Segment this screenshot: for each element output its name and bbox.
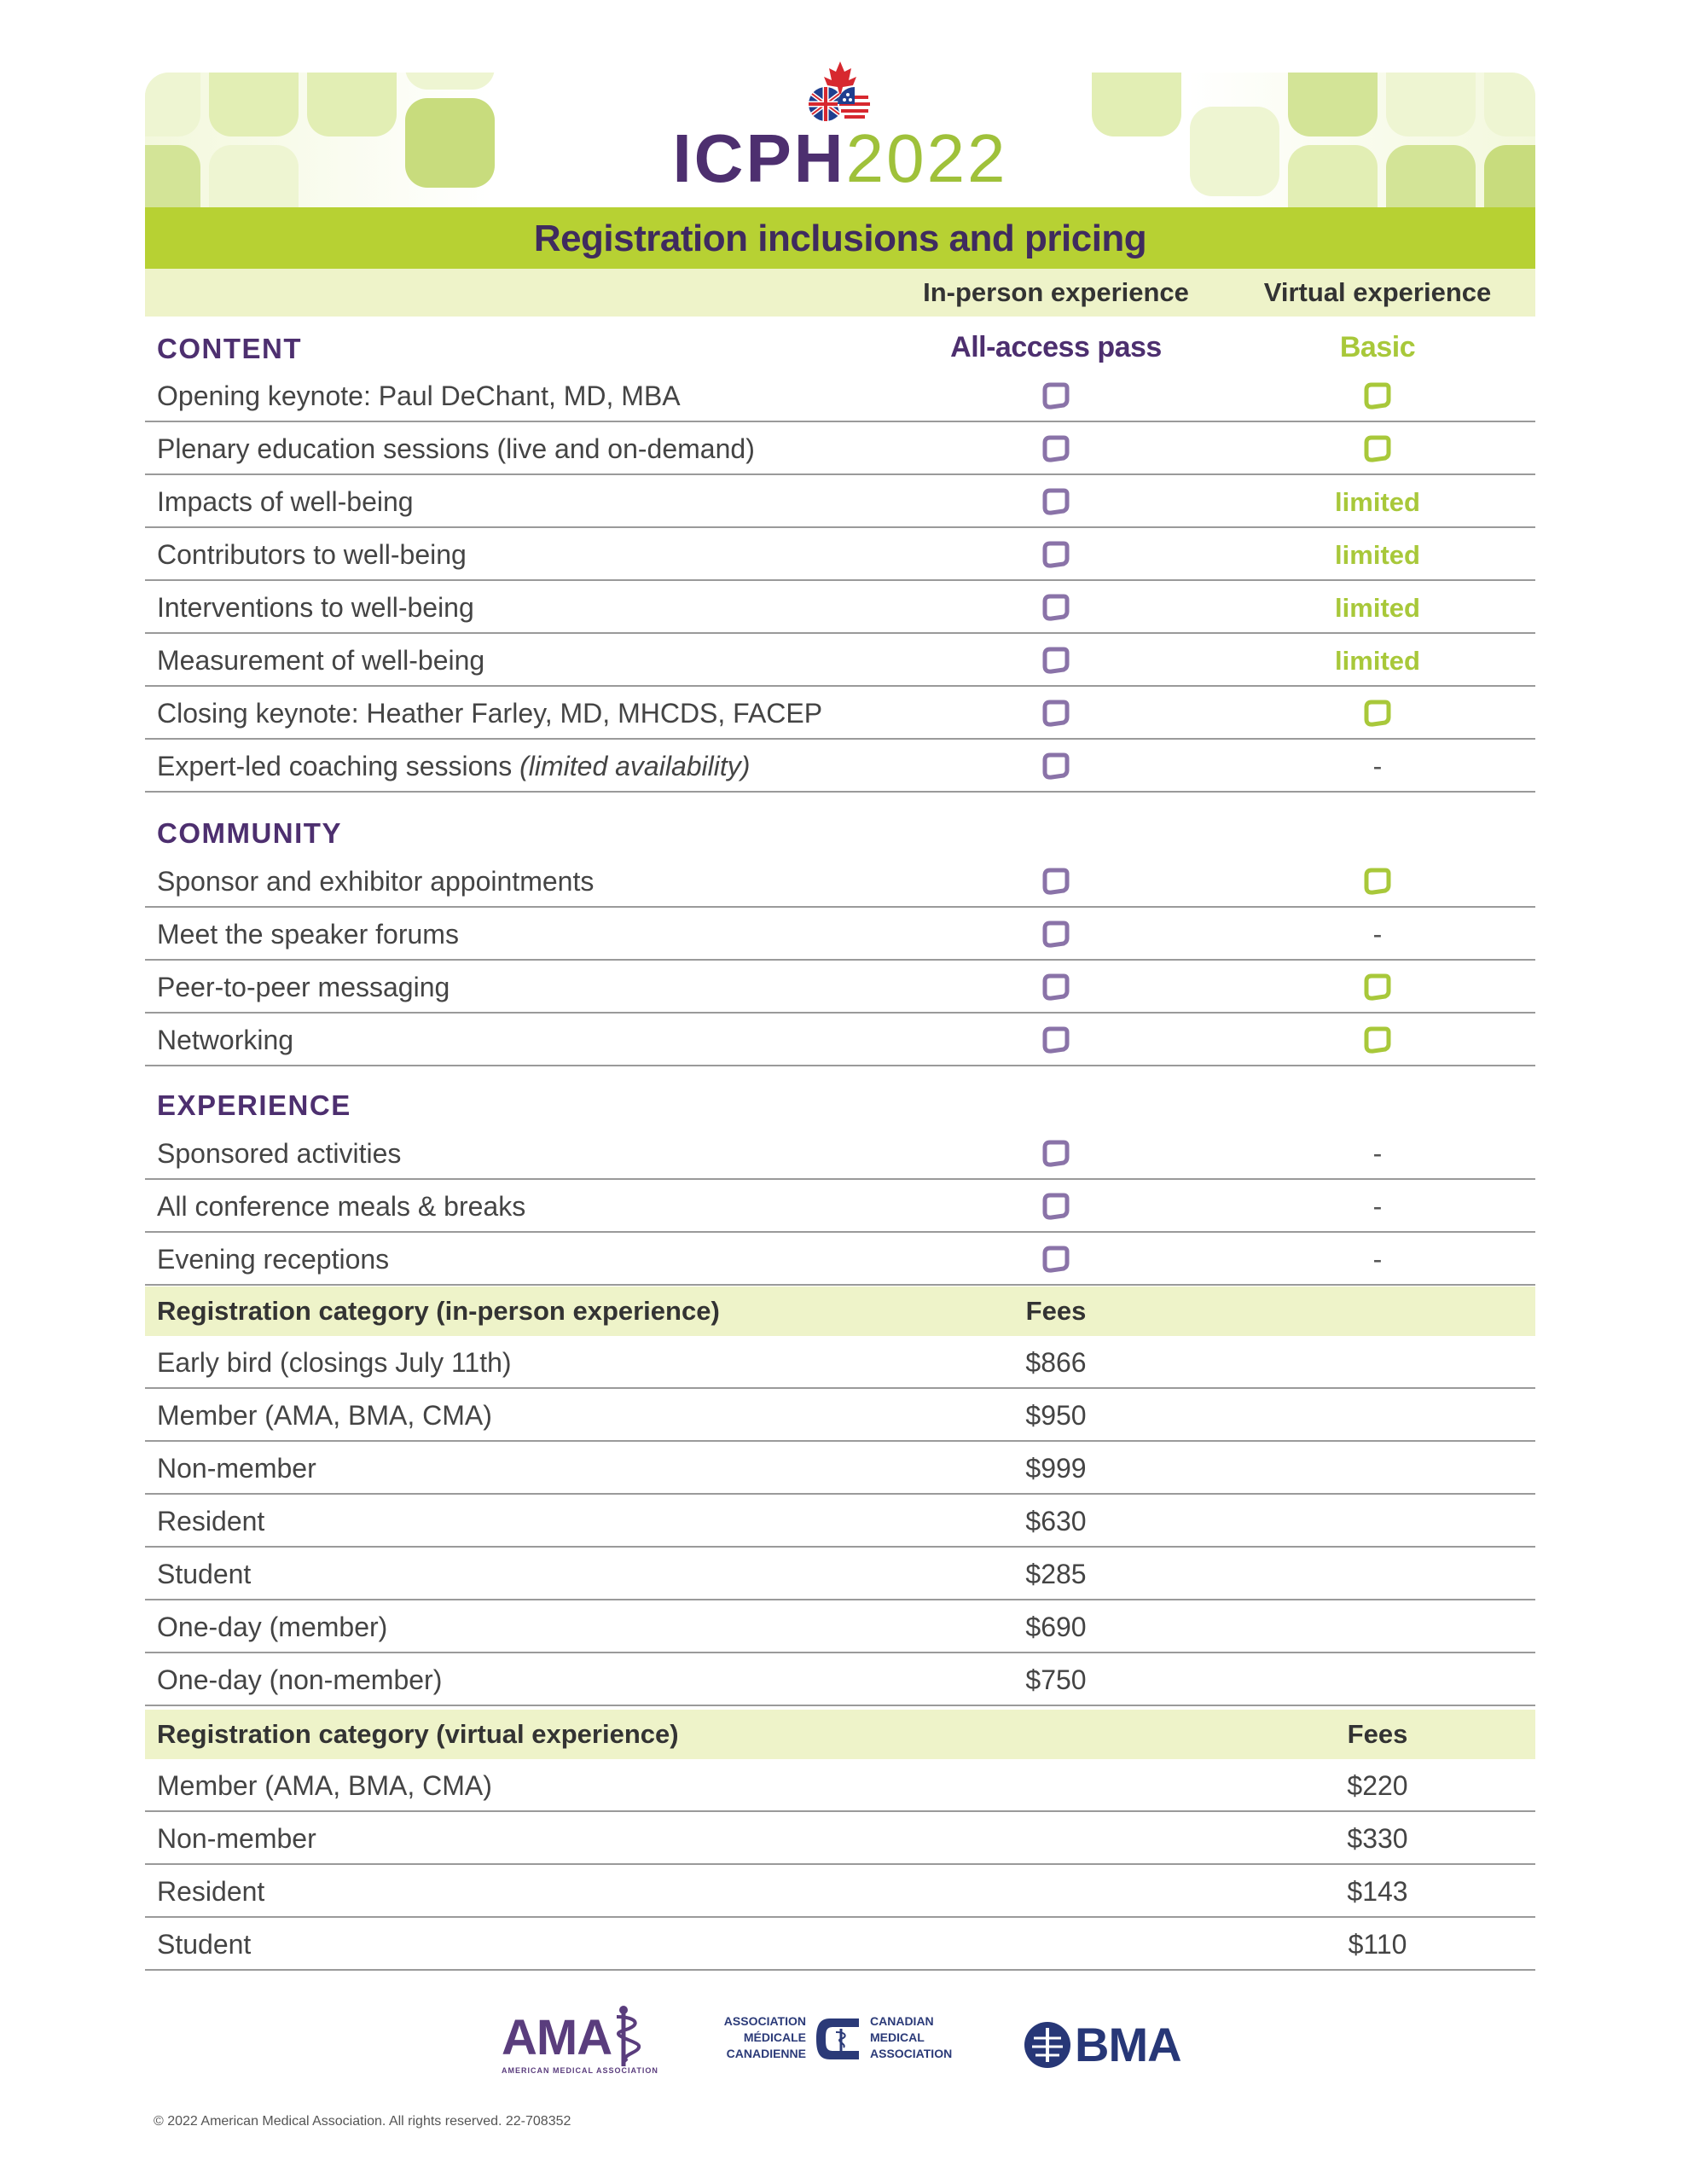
in-person-column-header: In-person experience [923,277,1189,307]
virtual-column-header: Virtual experience [1263,277,1492,307]
not-included-dash: - [1372,919,1383,950]
experience-row [145,1180,1535,1233]
fee-row [145,1495,1535,1548]
fee-row [145,1336,1535,1389]
fee-amount: $950 [1025,1400,1087,1431]
in-person-fees-label: Fees [1025,1296,1087,1326]
fee-row [145,1653,1535,1706]
in-person-check-icon [1042,866,1070,897]
fee-category: One-day (non-member) [157,1664,443,1695]
content-row [145,528,1535,581]
event-title: ICPH2022 [672,120,1008,196]
virtual-cell [1233,855,1523,908]
in-person-check-icon [1042,1025,1070,1055]
in-person-fees-header [145,1287,1535,1336]
in-person-check-icon [1042,380,1070,411]
virtual-cell [1233,1233,1523,1286]
content-row [145,687,1535,740]
virtual-cell [1233,961,1523,1014]
in-person-cell [911,475,1201,528]
fee-category: Early bird (closings July 11th) [157,1347,512,1378]
not-included-dash: - [1372,1191,1383,1222]
row-label: Expert-led coaching sessions (limited availability) [157,751,751,781]
in-person-cell [911,687,1201,740]
fee-amount: $866 [1025,1347,1087,1378]
content-row [145,422,1535,475]
not-included-dash: - [1372,1244,1383,1275]
virtual-check-icon [1364,866,1391,897]
virtual-cell [1233,1127,1523,1180]
row-label: Networking [157,1025,294,1055]
fee-row [145,1442,1535,1495]
virtual-fees-category-label: Registration category (virtual experience) [157,1719,679,1749]
row-label: Impacts of well-being [157,486,414,517]
fee-category: Resident [157,1506,265,1536]
limited-label: limited [1335,646,1420,676]
community-row [145,855,1535,908]
in-person-check-icon [1042,751,1070,781]
in-person-cell [911,1127,1201,1180]
in-person-cell [911,1233,1201,1286]
virtual-cell [1233,1180,1523,1233]
community-row [145,1014,1535,1066]
row-label: Contributors to well-being [157,539,467,570]
fee-amount: $690 [1025,1612,1087,1642]
row-label: Closing keynote: Heather Farley, MD, MHCDS, FACEP [157,698,823,729]
row-label-note: (limited availability) [519,751,751,781]
in-person-check-icon [1042,1244,1070,1275]
in-person-fees-category-label: Registration category (in-person experience) [157,1296,720,1326]
fee-amount: $999 [1025,1453,1087,1484]
in-person-cell [911,908,1201,961]
bma-logo: BMA [1024,2017,1181,2072]
fee-category: Student [157,1559,252,1589]
not-included-dash: - [1372,1138,1383,1169]
fee-amount: $285 [1025,1559,1087,1589]
row-label: Plenary education sessions (live and on-demand) [157,433,755,464]
fee-category: Member (AMA, BMA, CMA) [157,1770,492,1801]
row-label: Sponsored activities [157,1138,402,1169]
virtual-check-icon [1364,1025,1391,1055]
fee-category: Member (AMA, BMA, CMA) [157,1400,492,1431]
in-person-cell [911,1014,1201,1066]
sponsor-logos [145,1996,1535,2082]
virtual-check-icon [1364,433,1391,464]
tier-basic: Basic [1339,331,1416,363]
caduceus-icon [612,2005,651,2070]
row-label: Peer-to-peer messaging [157,972,450,1002]
in-person-cell [911,634,1201,687]
experience-row [145,1127,1535,1180]
virtual-check-icon [1364,380,1391,411]
in-person-check-icon [1042,698,1070,729]
content-row [145,475,1535,528]
virtual-cell [1233,475,1523,528]
fee-row [145,1812,1535,1865]
virtual-cell [1233,581,1523,634]
community-section-title: COMMUNITY [157,817,342,849]
fee-category: Non-member [157,1453,316,1484]
limited-label: limited [1335,593,1420,623]
fee-amount: $750 [1025,1664,1087,1695]
virtual-cell [1233,687,1523,740]
fee-category: One-day (member) [157,1612,388,1642]
fee-row [145,1865,1535,1918]
content-row [145,740,1535,793]
virtual-cell [1233,740,1523,793]
fee-row [145,1600,1535,1653]
ama-logo: AMA AMERICAN MEDICAL ASSOCIATION [502,2005,658,2075]
in-person-cell [911,422,1201,475]
in-person-check-icon [1042,539,1070,570]
event-logo [145,60,1535,196]
virtual-check-icon [1364,972,1391,1002]
fee-category: Student [157,1929,252,1960]
column-header-bar [145,269,1535,317]
in-person-cell [911,855,1201,908]
row-label: Meet the speaker forums [157,919,459,950]
row-label: Opening keynote: Paul DeChant, MD, MBA [157,380,681,411]
virtual-cell [1233,908,1523,961]
fee-row [145,1918,1535,1971]
in-person-check-icon [1042,433,1070,464]
virtual-check-icon [1364,698,1391,729]
experience-row [145,1233,1535,1286]
in-person-check-icon [1042,1138,1070,1169]
virtual-cell [1233,1014,1523,1066]
limited-label: limited [1335,540,1420,570]
content-section-title: CONTENT [157,333,302,364]
cma-c-mark-icon [813,2013,864,2065]
content-row [145,581,1535,634]
fee-category: Non-member [157,1823,316,1854]
copyright-notice: © 2022 American Medical Association. All rights reserved. 22-708352 [154,2114,571,2129]
page-title: Registration inclusions and pricing [145,207,1535,269]
not-included-dash: - [1372,751,1383,781]
in-person-cell [911,528,1201,581]
fee-amount: $143 [1347,1876,1408,1907]
in-person-check-icon [1042,1191,1070,1222]
row-label: All conference meals & breaks [157,1191,526,1222]
community-row [145,961,1535,1014]
in-person-check-icon [1042,645,1070,676]
row-label: Sponsor and exhibitor appointments [157,866,595,897]
in-person-cell [911,369,1201,422]
limited-label: limited [1335,487,1420,517]
row-label: Interventions to well-being [157,592,474,623]
in-person-cell [911,1180,1201,1233]
fee-row [145,1389,1535,1442]
fee-row [145,1759,1535,1812]
virtual-fees-header [145,1710,1535,1759]
experience-section-title: EXPERIENCE [157,1089,351,1121]
fee-amount: $630 [1025,1506,1087,1536]
fee-row [145,1548,1535,1600]
fee-amount: $330 [1347,1823,1408,1854]
virtual-cell [1233,369,1523,422]
fee-amount: $110 [1348,1929,1407,1960]
fee-amount: $220 [1347,1770,1408,1801]
in-person-check-icon [1042,592,1070,623]
community-row [145,908,1535,961]
row-label: Evening receptions [157,1244,390,1275]
virtual-fees-label: Fees [1347,1719,1408,1749]
in-person-check-icon [1042,919,1070,950]
in-person-check-icon [1042,972,1070,1002]
bma-emblem-icon [1024,2021,1071,2069]
virtual-cell [1233,528,1523,581]
tier-all-access: All-access pass [950,331,1162,363]
in-person-cell [911,961,1201,1014]
content-row [145,369,1535,422]
cma-logo: ASSOCIATION MÉDICALE CANADIENNE CANADIAN MEDICAL ASSOCIATION [712,2013,968,2073]
row-label: Measurement of well-being [157,645,485,676]
in-person-cell [911,740,1201,793]
virtual-cell [1233,422,1523,475]
content-row [145,634,1535,687]
virtual-cell [1233,634,1523,687]
in-person-check-icon [1042,486,1070,517]
fee-category: Resident [157,1876,265,1907]
in-person-cell [911,581,1201,634]
maple-leaf-flags-icon [793,60,887,128]
